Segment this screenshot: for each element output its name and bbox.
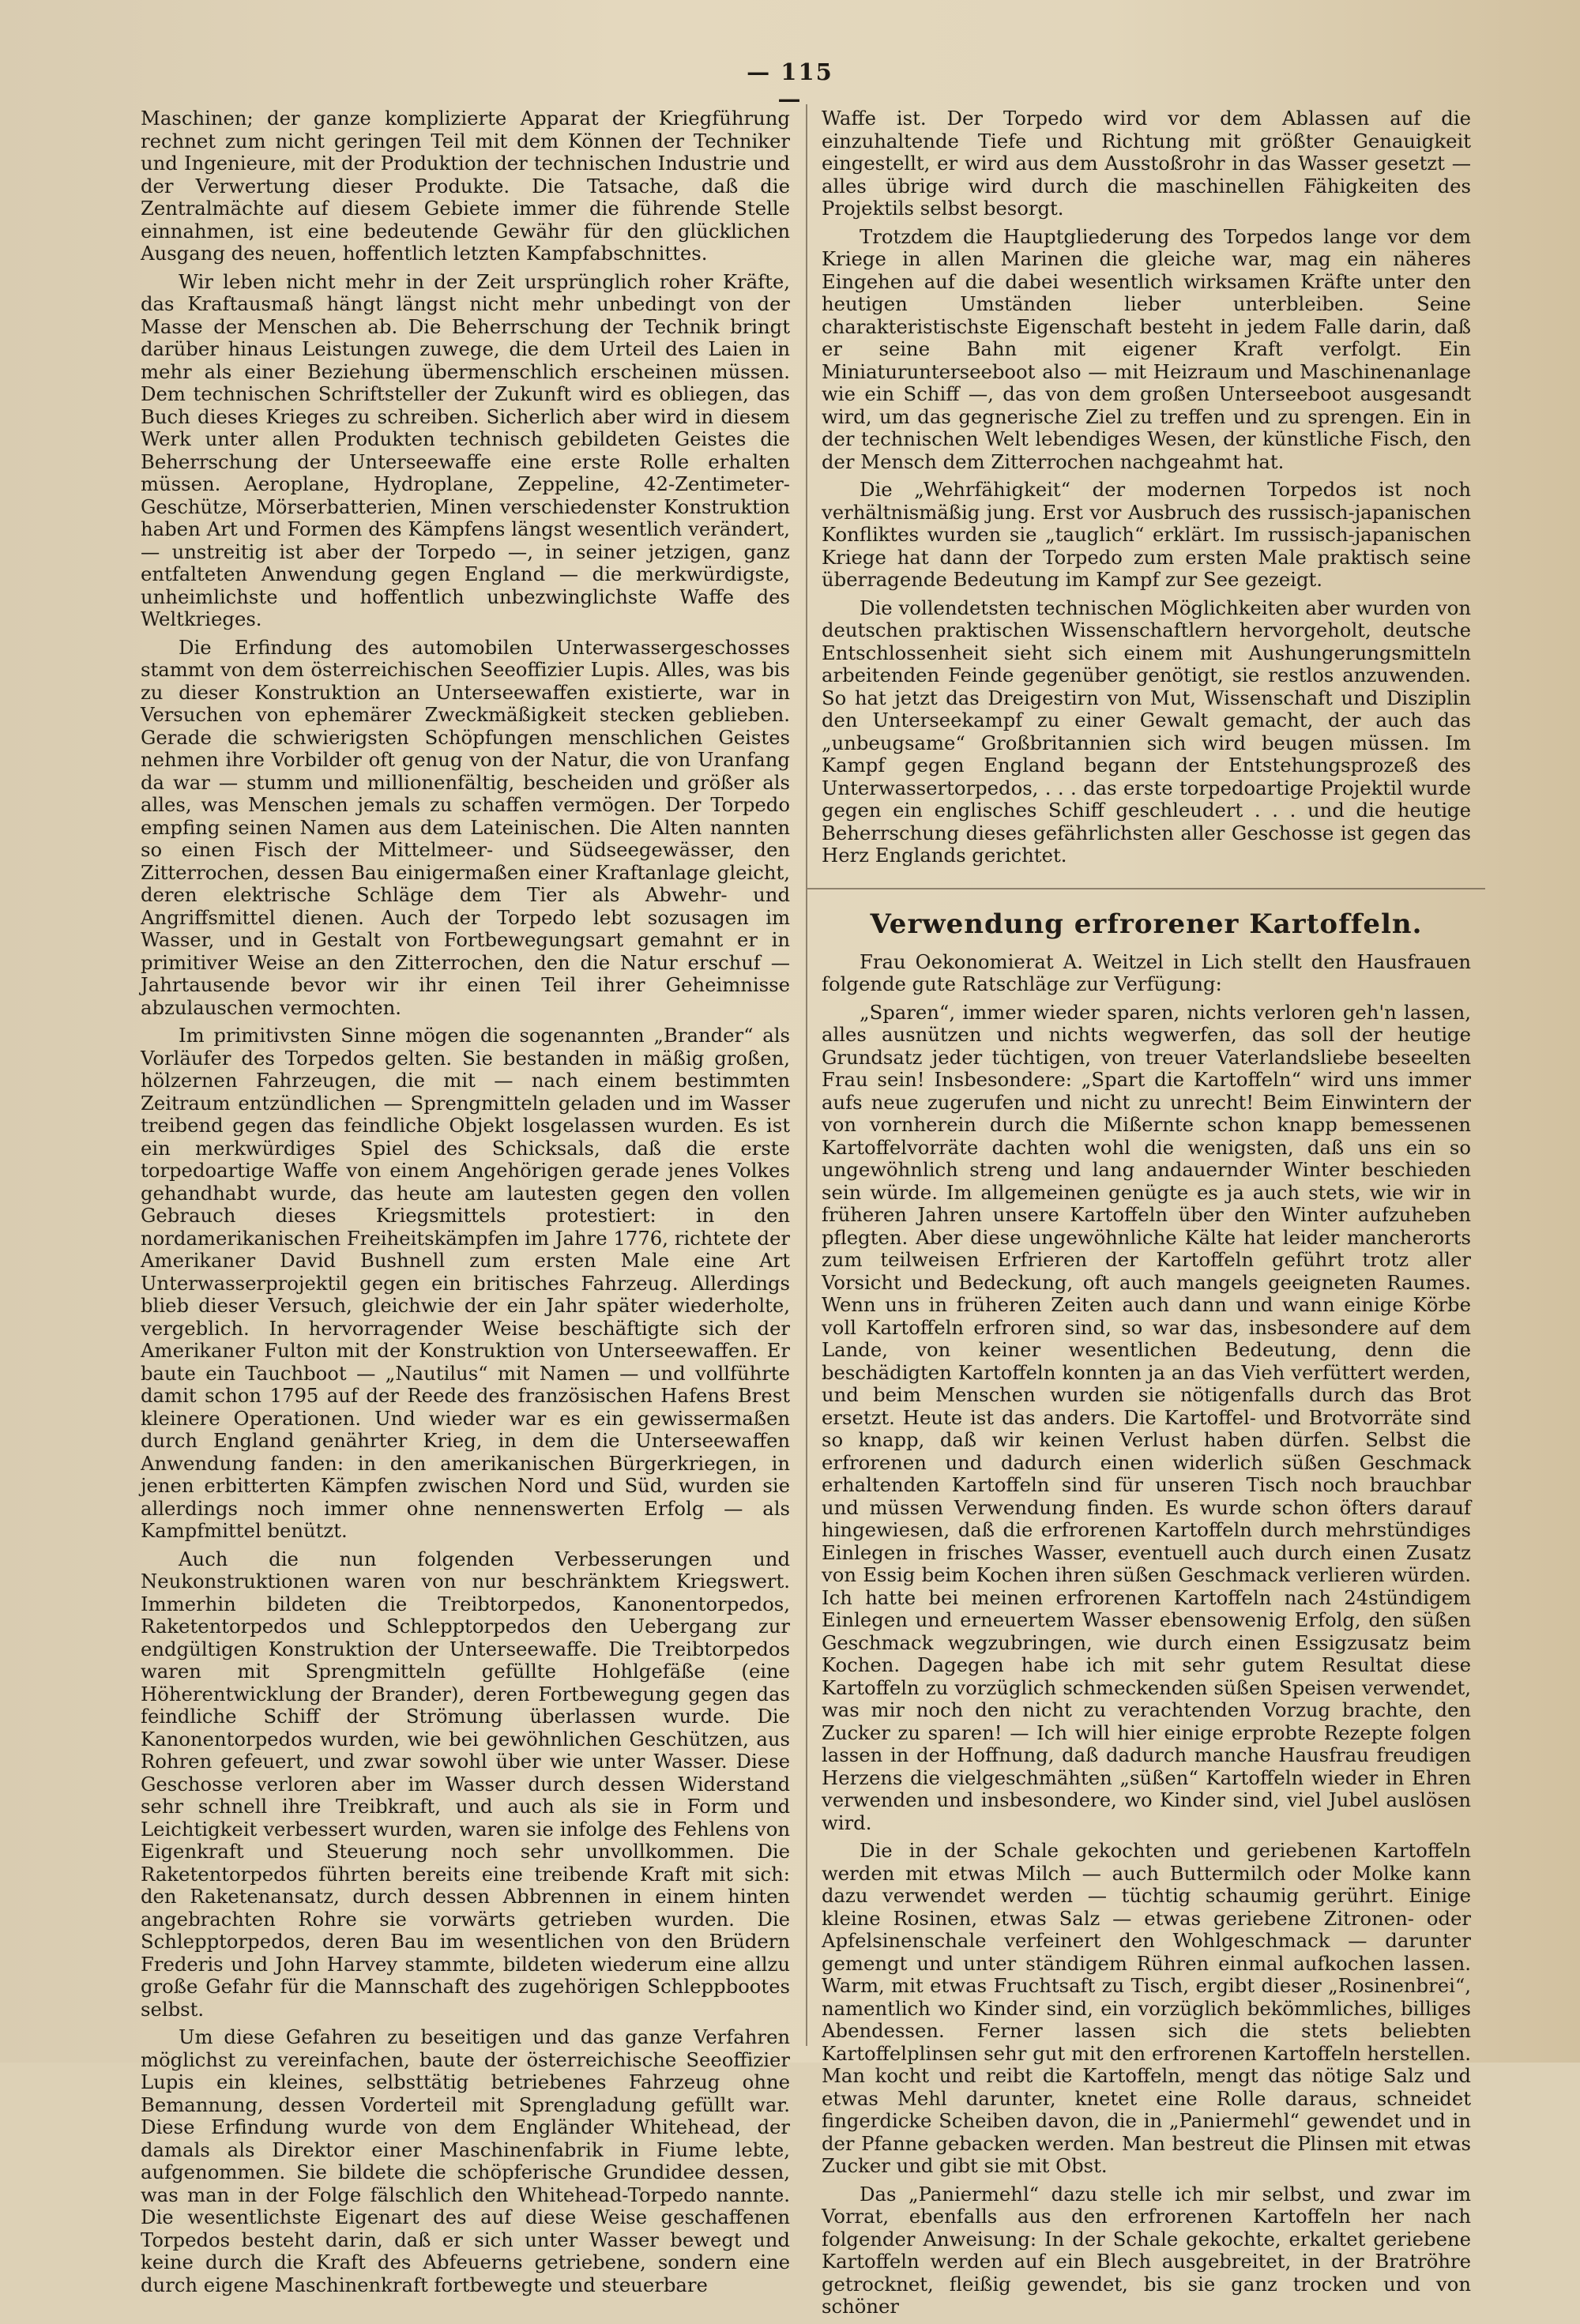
- article-paragraph: Wir leben nicht mehr in der Zeit ursprünglich roher Kräfte, das Kraftausmaß hängt längst nicht mehr unbedingt von der Masse der Menschen ab. Die Beherrschung der Technik bringt darüber hinaus Leistungen zuwege, die dem Urteil des Laien in mehr als einer Beziehung übermenschlich erscheinen müssen. Dem technischen Schriftsteller der Zukunft wird es obliegen, das Buch dieses Krieges zu schreiben. Sicherlich aber wird in diesem Werk unter allen Produkten technisch gebildeten Geistes die Beherrschung der Unterseewaffe eine erste Rolle erhalten müssen. Aeroplane, Hydroplane, Zeppeline, 42-Zentimeter-Geschütze, Mörserbatterien, Minen verschiedenster Konstruktion haben Art und Formen des Kämpfens längst wesentlich verändert, — unstreitig ist aber der Torpedo —, in seiner jetzigen, ganz entfalteten Anwendung gegen England — die merkwürdigste, unheimlichste und hoffentlich unbezwinglichste Waffe des Weltkrieges.: [141, 269, 790, 630]
- right-column: [822, 107, 1471, 2324]
- article-paragraph: Die Erfindung des automobilen Unterwassergeschosses stammt von dem österreichischen Seeoffizier Lupis. Alles, was bis zu dieser Konstruktion an Unterseewaffen existierte, war in Versuchen von ephemärer Zweckmäßigkeit stecken geblieben. Gerade die schwierigsten Schöpfungen menschlichen Geistes nehmen ihre Vorbilder oft genug von der Natur, die von Uranfang da war — stumm und millionenfältig, bescheiden und größer als alles, was Menschen jemals zu schaffen vermögen. Der Torpedo empfing seinen Namen aus dem Lateinischen. Die Alten nannten so einen Fisch der Mittelmeer- und Südseegewässer, den Zitterrochen, dessen Bau einigermaßen einer Kraftanlage gleicht, deren elektrische Schläge dem Tier als Abwehr- und Angriffsmittel dienen. Auch der Torpedo lebt sozusagen im Wasser, und in Gestalt von Fortbewegungsart gemahnt er in primitiver Weise an den Zitterrochen, den die Natur erschuf — Jahrtausende bevor wir ihr einen Teil ihrer Geheimnisse abzulauschen vermochten.: [141, 635, 790, 1019]
- section-title: Verwendung erfrorener Kartoffeln.: [870, 908, 1423, 940]
- left-column: [141, 107, 790, 2302]
- section-paragraph: „Sparen“, immer wieder sparen, nichts verloren geh'n lassen, alles ausnützen und nichts wegwerfen, das soll der heutige Grundsatz jeder tüchtigen, von treuer Vaterlandsliebe beseelten Frau sein! Insbesondere: „Spart die Kartoffeln“ wird uns immer aufs neue zugerufen und nicht zu unrecht! Beim Einwintern der von vornherein durch die Mißernte schon knapp bemessenen Kartoffelvorräte dachten wohl die wenigsten, daß uns ein so ungewöhnlich streng und lang andauernder Winter beschieden sein würde. Im allgemeinen genügte es ja auch stets, wie wir in früheren Jahren unsere Kartoffeln über den Winter aufzuheben pflegten. Aber diese ungewöhnliche Kälte hat leider mancherorts zum teilweisen Erfrieren der Kartoffeln geführt trotz aller Vorsicht und Bedeckung, oft auch mangels geeigneten Raumes. Wenn uns in früheren Zeiten auch dann und wann einige Körbe voll Kartoffeln erfroren sind, so war das, insbesondere auf dem Lande, von keiner wesentlichen Bedeutung, denn die beschädigten Kartoffeln konnten ja an das Vieh verfüttert werden, und beim Menschen wurden sie nötigenfalls durch das Brot ersetzt. Heute ist das anders. Die Kartoffel- und Brotvorräte sind so knapp, daß wir keinen Verlust haben dürfen. Selbst die erfrorenen und dadurch einen widerlich süßen Geschmack erhaltenden Kartoffeln sind für unseren Tisch noch brauchbar und müssen Verwendung finden. Es wurde schon öfters darauf hingewiesen, daß die erfrorenen Kartoffeln durch mehrstündiges Einlegen in frisches Wasser, eventuell auch durch einen Zusatz von Essig beim Kochen ihren süßen Geschmack verlieren würden. Ich hatte bei meinen erfrorenen Kartoffeln nach 24stündigem Einlegen und erneuertem Wasser ebensowenig Erfolg, den süßen Geschmack wegzubringen, wie durch einen Essigzusatz beim Kochen. Dagegen habe ich mit sehr gutem Resultat diese Kartoffeln zu vorzüglich schmeckenden süßen Speisen verwendet, was mir noch den nicht zu verachtenden Vorzug brachte, den Zucker zu sparen! — Ich will hier einige erprobte Rezepte folgen lassen in der Hoffnung, daß dadurch manche Hausfrau freudigen Herzens die vielgeschmähten „süßen“ Kartoffeln wieder in Ehren verwenden und insbesondere, wo Kinder sind, viel Jubel auslösen wird.: [822, 1000, 1471, 1834]
- page-number: — 115 —: [747, 58, 833, 112]
- article-paragraph: Um diese Gefahren zu beseitigen und das ganze Verfahren möglichst zu vereinfachen, baute der österreichische Seeoffizier Lupis ein kleines, selbsttätig betriebenes Fahrzeug ohne Bemannung, dessen Vorderteil mit Sprengladung gefüllt war. Diese Erfindung wurde von dem Engländer Whitehead, der damals als Direktor einer Maschinenfabrik in Fiume lebte, aufgenommen. Sie bildete die schöpferische Grundidee dessen, was man in der Folge fälschlich den Whitehead-Torpedo nannte. Die wesentlichste Eigenart des auf diese Weise geschaffenen Torpedos besteht darin, daß er sich unter Wasser bewegt und keine durch die Kraft des Abfeuerns getriebene, sondern eine durch eigene Maschinenkraft fortbewegte und steuerbare: [141, 2025, 790, 2296]
- column-divider: [806, 104, 807, 2046]
- article-paragraph: Die vollendetsten technischen Möglichkeiten aber wurden von deutschen praktischen Wissenschaftlern hervorgeholt, deutsche Entschlossenheit sieht sich einem mit Aushungerungsmitteln arbeitenden Feinde gegenüber genötigt, sie restlos anzuwenden. So hat jetzt das Dreigestirn von Mut, Wissenschaft und Disziplin den Unterseekampf zu einer Gewalt gemacht, der auch das „unbeugsame“ Großbritannien sich wird beugen müssen. Im Kampf gegen England begann der Entstehungsprozeß des Unterwassertorpedos, . . . das erste torpedoartige Projektil wurde gegen ein englisches Schiff geschleudert . . . und die heutige Beherrschung dieses gefährlichsten aller Geschosse ist gegen das Herz Englands gerichtet.: [822, 596, 1471, 867]
- article-paragraph: Trotzdem die Hauptgliederung des Torpedos lange vor dem Kriege in allen Marinen die gleiche war, mag ein näheres Eingehen auf die dabei wesentlich wirksamen Kräfte unter den heutigen Umständen lieber unterbleiben. Seine charakteristischste Eigenschaft besteht in jedem Falle darin, daß er seine Bahn mit eigener Kraft verfolgt. Ein Miniaturunterseeboot also — mit Heizraum und Maschinenanlage wie ein Schiff —, das von dem großen Unterseeboot ausgesandt wird, um das gegnerische Ziel zu treffen und zu sprengen. Ein in der technischen Welt lebendiges Wesen, der künstliche Fisch, den der Mensch dem Zitterrochen nachgeahmt hat.: [822, 224, 1471, 473]
- article-paragraph: Die „Wehrfähigkeit“ der modernen Torpedos ist noch verhältnismäßig jung. Erst vor Ausbruch des russisch-japanischen Konfliktes wurden sie „tauglich“ erklärt. Im russisch-japanischen Kriege hat dann der Torpedo zum ersten Male praktisch seine überragende Bedeutung im Kampf zur See gezeigt.: [822, 478, 1471, 591]
- section-paragraph: Die in der Schale gekochten und geriebenen Kartoffeln werden mit etwas Milch — auch Buttermilch oder Molke kann dazu verwendet werden — tüchtig schaumig gerührt. Einige kleine Rosinen, etwas Salz — etwas geriebene Zitronen- oder Apfelsinenschale verfeinert den Wohlgeschmack — darunter gemengt und unter ständigem Rühren einmal aufkochen lassen. Warm, mit etwas Fruchtsaft zu Tisch, ergibt dieser „Rosinenbrei“, namentlich wo Kinder sind, ein vorzüglich bekömmliches, billiges Abendessen. Ferner lassen sich die stets beliebten Kartoffelplinsen sehr gut mit den erfrorenen Kartoffeln herstellen. Man kocht und reibt die Kartoffeln, mengt das nötige Salz und etwas Mehl darunter, knetet eine Rolle daraus, schneidet fingerdicke Scheiben davon, die in „Paniermehl“ gewendet und in der Pfanne gebacken werden. Man bestreut die Plinsen mit etwas Zucker und gibt sie mit Obst.: [822, 1839, 1471, 2177]
- section-paragraph: Frau Oekonomierat A. Weitzel in Lich stellt den Hausfrauen folgende gute Ratschläge zur Verfügung:: [822, 950, 1471, 995]
- article-paragraph: Im primitivsten Sinne mögen die sogenannten „Brander“ als Vorläufer des Torpedos gelten. Sie bestanden in mäßig großen, hölzernen Fahrzeugen, die mit — nach einem bestimmten Zeitraum entzündlichen — Sprengmitteln geladen und im Wasser treibend gegen das feindliche Objekt losgelassen wurden. Es ist ein merkwürdiges Spiel des Schicksals, daß die erste torpedoartige Waffe von einem Angehörigen gerade jenes Volkes gehandhabt wurde, das heute am lautesten gegen den vollen Gebrauch dieses Kriegsmittels protestiert: in den nordamerikanischen Freiheitskämpfen im Jahre 1776, richtete der Amerikaner David Bushnell zum ersten Male eine Art Unterwasserprojektil gegen ein britisches Fahrzeug. Allerdings blieb dieser Versuch, gleichwie der ein Jahr später wiederholte, vergeblich. In hervorragender Weise beschäftigte sich der Amerikaner Fulton mit der Konstruktion von Unterseewaffen. Er baute ein Tauchboot — „Nautilus“ mit Namen — und vollführte damit schon 1795 auf der Reede des französischen Hafens Brest kleinere Operationen. Und wieder war es ein gewissermaßen durch England genährter Krieg, in dem die Unterseewaffen Anwendung fanden: in den amerikanischen Bürgerkriegen, in jenen erbitterten Kämpfen zwischen Nord und Süd, wurden sie allerdings noch immer ohne nennenswerten Erfolg — als Kampfmittel benützt.: [141, 1024, 790, 1542]
- article-paragraph: Waffe ist. Der Torpedo wird vor dem Ablassen auf die einzuhaltende Tiefe und Richtung mit größter Genauigkeit eingestellt, er wird aus dem Ausstoßrohr in das Wasser gesetzt — alles übrige wird durch die maschinellen Fähigkeiten des Projektils selbst besorgt.: [822, 107, 1471, 220]
- article-paragraph: Auch die nun folgenden Verbesserungen und Neukonstruktionen waren von nur beschränktem Kriegswert. Immerhin bildeten die Treibtorpedos, Kanonentorpedos, Raketentorpedos und Schlepptorpedos den Uebergang zur endgültigen Konstruktion der Unterseewaffe. Die Treibtorpedos waren mit Sprengmitteln gefüllte Hohlgefäße (eine Höherentwicklung der Brander), deren Fortbewegung gegen das feindliche Schiff der Strömung überlassen wurde. Die Kanonentorpedos wurden, wie bei gewöhnlichen Geschützen, aus Rohren gefeuert, und zwar sowohl über wie unter Wasser. Diese Geschosse verloren aber im Wasser durch dessen Widerstand sehr schnell ihre Treibkraft, und auch als sie in Form und Leichtigkeit verbessert wurden, waren sie infolge des Fehlens von Eigenkraft und Steuerung noch sehr unvollkommen. Die Raketentorpedos führten bereits eine treibende Kraft mit sich: den Raketenansatz, durch dessen Abbrennen in einem hinten angebrachten Rohre sie vorwärts getrieben wurden. Die Schlepptorpedos, deren Bau im wesentlichen von den Brüdern Frederis und John Harvey stammte, bildeten wiederum eine allzu große Gefahr für die Mannschaft des zugehörigen Schleppbootes selbst.: [141, 1547, 790, 2021]
- section-paragraph: Das „Paniermehl“ dazu stelle ich mir selbst, und zwar im Vorrat, ebenfalls aus den erfrorenen Kartoffeln her nach folgender Anweisung: In der Schale gekochte, erkaltet geriebene Kartoffeln werden auf ein Blech ausgebreitet, in der Bratröhre getrocknet, fleißig gewendet, bis sie ganz trocken und von schöner: [822, 2182, 1471, 2318]
- article-paragraph: Maschinen; der ganze komplizierte Apparat der Kriegführung rechnet zum nicht geringen Teil mit dem Können der Techniker und Ingenieure, mit der Produktion der technischen Industrie und der Verwertung dieser Produkte. Die Tatsache, daß die Zentralmächte auf diesem Gebiete immer die führende Stelle einnahmen, ist eine bedeutende Gewähr für den glücklichen Ausgang des neuen, hoffentlich letzten Kampfabschnittes.: [141, 107, 790, 265]
- section-divider: [807, 888, 1485, 889]
